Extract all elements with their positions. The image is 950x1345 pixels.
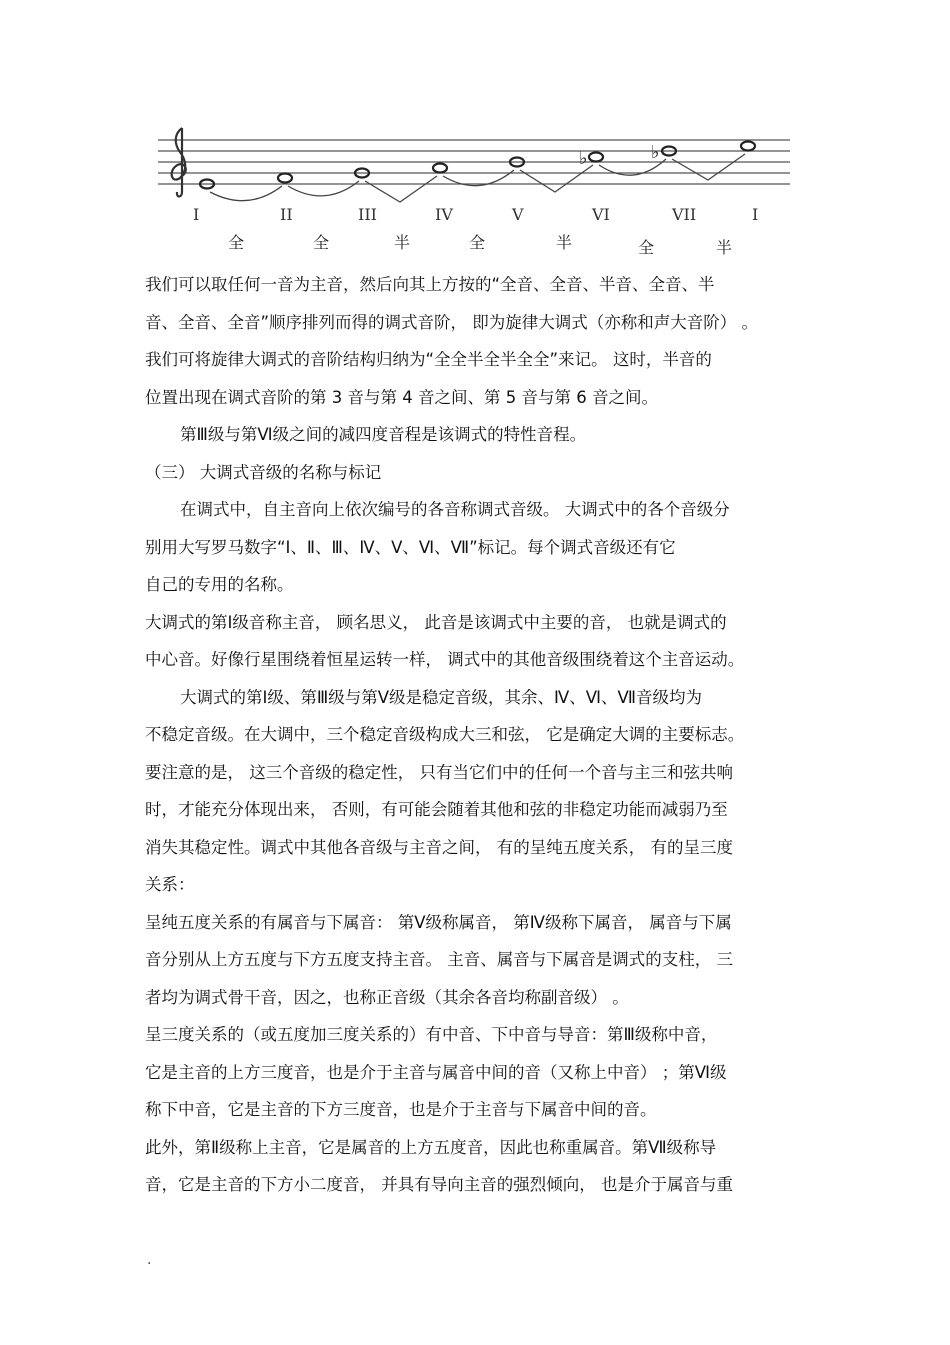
note-6 xyxy=(589,153,603,162)
section-heading: （三） 大调式音级的名称与标记 xyxy=(145,462,382,482)
step-arcs xyxy=(210,154,745,202)
flat-sign-6: ♭ xyxy=(579,148,588,169)
text-line: 它是主音的上方三度音，也是介于主音与属音中间的音（又称上中音） ；第Ⅵ级 xyxy=(145,1062,727,1082)
text-line: 在调式中，自主音向上依次编号的各音称调式音级。 大调式中的各个音级分 xyxy=(180,500,730,519)
text-line: 不稳定音级。在大调中，三个稳定音级构成大三和弦， 它是确定大调的主要标志。 xyxy=(145,725,745,744)
text-line: 位置出现在调式音阶的第 3 音与第 4 音之间、第 5 音与第 6 音之间。 xyxy=(145,387,658,407)
text-line: 大调式的第Ⅰ级、第Ⅲ级与第Ⅴ级是稳定音级，其余、Ⅳ、Ⅵ、Ⅶ音级均为 xyxy=(180,687,702,707)
step-label: 半 xyxy=(556,233,573,252)
text-line: 要注意的是， 这三个音级的稳定性， 只有当它们中的任何一个音与主三和弦共响 xyxy=(145,762,733,782)
text-line: 呈三度关系的（或五度加三度关系的）有中音、下中音与导音：第Ⅲ级称中音， xyxy=(145,1025,718,1044)
step-labels xyxy=(228,233,732,257)
text-line: 呈纯五度关系的有属音与下属音： 第Ⅴ级称属音， 第Ⅳ级称下属音， 属音与下属 xyxy=(145,912,732,932)
degree-label: VI xyxy=(592,205,610,224)
degree-label: I xyxy=(752,205,759,224)
step-label: 全 xyxy=(313,233,330,252)
note-8 xyxy=(741,142,755,151)
step-label: 全 xyxy=(228,233,245,252)
text-line: 第Ⅲ级与第Ⅵ级之间的减四度音程是该调式的特性音程。 xyxy=(180,425,587,444)
body-text xyxy=(145,266,810,1204)
note-4 xyxy=(433,164,447,173)
major-scale-figure xyxy=(150,120,800,265)
degree-label: II xyxy=(280,205,293,224)
step-label: 半 xyxy=(394,233,411,252)
text-line: 音、全音、全音”顺序排列而得的调式音阶， 即为旋律大调式（亦称和声大音阶） 。 xyxy=(145,312,759,332)
text-line: 我们可以取任何一音为主音，然后向其上方按的“全音、全音、半音、全音、半 xyxy=(145,275,715,294)
text-line: 音分别从上方五度与下方五度支持主音。 主音、属音与下属音是调式的支柱， 三 xyxy=(145,950,733,969)
degree-label: III xyxy=(358,205,377,224)
degree-label: IV xyxy=(435,205,453,224)
text-line: 此外，第Ⅱ级称上主音，它是属音的上方五度音，因此也称重属音。第Ⅶ级称导 xyxy=(145,1137,717,1157)
footer-dot: . xyxy=(147,1252,152,1268)
step-label: 全 xyxy=(469,233,486,252)
text-line: 自己的专用的名称。 xyxy=(145,575,294,594)
text-line: 音，它是主音的下方小二度音， 并具有导向主音的强烈倾向， 也是介于属音与重 xyxy=(145,1175,733,1194)
degree-label: V xyxy=(512,205,524,224)
text-line: 我们可将旋律大调式的音阶结构归纳为“全全半全半全全”来记。 这时，半音的 xyxy=(145,350,712,369)
step-label: 全 xyxy=(638,238,655,257)
note-2 xyxy=(278,174,292,183)
text-line: 消失其稳定性。调式中其他各音级与主音之间， 有的呈纯五度关系， 有的呈三度 xyxy=(145,837,733,857)
degree-label: VII xyxy=(672,205,697,224)
degree-labels xyxy=(193,205,758,224)
degree-label: I xyxy=(193,205,200,224)
text-line: 大调式的第Ⅰ级音称主音， 顾名思义， 此音是该调式中主要的音， 也就是调式的 xyxy=(145,612,727,632)
text-line: 关系： xyxy=(145,875,195,894)
scale-notes xyxy=(200,142,755,189)
text-line: 者均为调式骨干音，因之，也称正音级（其余各音均称副音级） 。 xyxy=(145,987,629,1007)
flat-sign-7: ♭ xyxy=(651,142,660,163)
staff-lines xyxy=(158,140,790,184)
step-label: 半 xyxy=(716,238,733,257)
text-line: 时，才能充分体现出来， 否则，有可能会随着其他和弦的非稳定功能而减弱乃至 xyxy=(145,800,728,819)
text-line: 中心音。好像行星围绕着恒星运转一样， 调式中的其他音级围绕着这个主音运动。 xyxy=(145,650,745,669)
text-line: 别用大写罗马数字“Ⅰ、Ⅱ、Ⅲ、Ⅳ、Ⅴ、Ⅵ、Ⅶ”标记。每个调式音级还有它 xyxy=(145,537,676,557)
text-line: 称下中音，它是主音的下方三度音，也是介于主音与下属音中间的音。 xyxy=(145,1100,657,1119)
staff-svg xyxy=(150,120,800,265)
